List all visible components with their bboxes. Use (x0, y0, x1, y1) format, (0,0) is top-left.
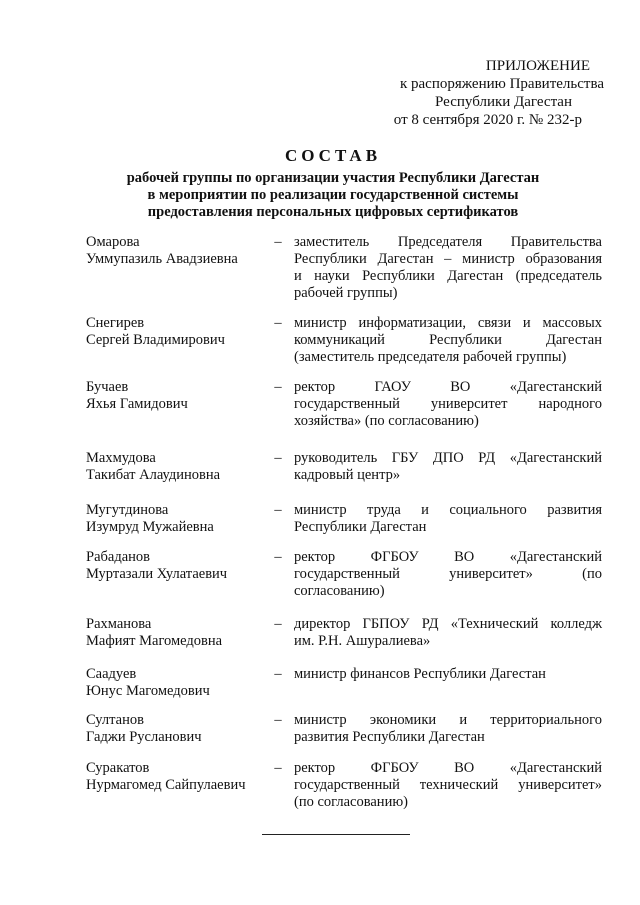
member-name (86, 315, 266, 349)
role-line: ректор ФГБОУ ВО «Дагестанский (294, 760, 602, 776)
member-given-names: Сергей Владимирович (86, 332, 225, 348)
role-line: развития Республики Дагестан (294, 729, 485, 745)
member-role (294, 234, 602, 302)
member-surname: Рабаданов (86, 549, 150, 565)
member-given-names: Муртазали Хулатаевич (86, 566, 228, 582)
role-line: хозяйства» (по согласованию) (294, 413, 479, 429)
member-surname: Рахманова (86, 616, 152, 632)
dash-separator: – (274, 549, 282, 565)
subtitle-line: предоставления персональных цифровых сертификатов (147, 204, 519, 220)
member-name (86, 666, 266, 700)
role-line: заместитель Председателя Правительства (294, 234, 602, 250)
role-line: (по согласованию) (294, 794, 408, 810)
member-surname: Бучаев (86, 379, 129, 395)
role-line: государственный технический университет» (294, 777, 602, 793)
role-line: кадровый центр» (294, 467, 401, 483)
dash-separator: – (274, 379, 282, 395)
member-name (86, 616, 266, 650)
member-role (294, 450, 602, 484)
member-given-names: Уммупазиль Авадзиевна (86, 251, 238, 267)
subtitle-line: в мероприятии по реализации государственной системы (147, 187, 519, 203)
role-line: коммуникаций Республики Дагестан (294, 332, 602, 348)
member-name (86, 234, 266, 268)
role-line: государственный университет» (по (294, 566, 602, 582)
member-surname: Мугутдинова (86, 502, 169, 518)
dash-separator: – (274, 234, 282, 250)
dash-separator: – (274, 760, 282, 776)
role-line: и науки Республики Дагестан (председатель (294, 268, 602, 284)
role-line: ректор ФГБОУ ВО «Дагестанский (294, 549, 602, 565)
member-given-names: Мафият Магомедовна (86, 633, 223, 649)
role-line: согласованию) (294, 583, 385, 599)
member-surname: Омарова (86, 234, 140, 250)
member-surname: Снегирев (86, 315, 145, 331)
dash-separator: – (274, 502, 282, 518)
role-line: министр информатизации, связи и массовых (294, 315, 602, 331)
role-line: (заместитель председателя рабочей группы) (294, 349, 567, 365)
appendix-line-order: к распоряжению Правительства (399, 76, 604, 92)
member-role (294, 712, 602, 746)
member-role (294, 760, 602, 811)
member-given-names: Нурмагомед Сайпулаевич (86, 777, 246, 793)
member-name (86, 450, 266, 484)
member-name (86, 379, 266, 413)
dash-separator: – (274, 616, 282, 632)
closing-rule (262, 834, 410, 835)
member-surname: Султанов (86, 712, 144, 728)
member-name (86, 760, 266, 794)
appendix-header (394, 57, 604, 129)
document-title: СОСТАВ (284, 146, 382, 165)
role-line: министр экономики и территориального (294, 712, 602, 728)
role-line: руководитель ГБУ ДПО РД «Дагестанский (294, 450, 602, 466)
appendix-line-date: от 8 сентября 2020 г. № 232-р (393, 112, 582, 128)
member-name (86, 712, 266, 746)
role-line: государственный университет народного (294, 396, 602, 412)
member-given-names: Изумруд Мужайевна (86, 519, 214, 535)
member-surname: Махмудова (86, 450, 156, 466)
member-given-names: Юнус Магомедович (86, 683, 210, 699)
member-given-names: Яхья Гамидович (86, 396, 188, 412)
member-given-names: Такибат Алаудиновна (86, 467, 221, 483)
role-line: ректор ГАОУ ВО «Дагестанский (294, 379, 602, 395)
member-role (294, 315, 602, 366)
member-name (86, 549, 266, 583)
member-role (294, 616, 602, 650)
dash-separator: – (274, 315, 282, 331)
dash-separator: – (274, 666, 282, 682)
dash-separator: – (274, 450, 282, 466)
role-line: директор ГБПОУ РД «Технический колледж (294, 616, 602, 632)
dash-separator: – (274, 712, 282, 728)
member-name (86, 502, 266, 536)
role-line: министр труда и социального развития (294, 502, 602, 518)
role-line: им. Р.Н. Ашуралиева» (294, 633, 431, 649)
member-role (294, 666, 602, 683)
member-surname: Саадуев (86, 666, 137, 682)
role-line: Республики Дагестан – министр образования (294, 251, 602, 267)
member-role (294, 549, 602, 600)
member-surname: Суракатов (86, 760, 150, 776)
member-role (294, 502, 602, 536)
member-role (294, 379, 602, 430)
document-title-block (90, 146, 576, 221)
role-line: Республики Дагестан (294, 519, 427, 535)
role-line: министр финансов Республики Дагестан (294, 666, 546, 682)
document-subtitle (90, 170, 576, 221)
role-line: рабочей группы) (294, 285, 398, 301)
subtitle-line: рабочей группы по организации участия Республики Дагестан (126, 170, 540, 186)
appendix-heading: ПРИЛОЖЕНИЕ (485, 58, 590, 74)
member-given-names: Гаджи Русланович (86, 729, 202, 745)
appendix-line-republic: Республики Дагестан (435, 94, 572, 110)
